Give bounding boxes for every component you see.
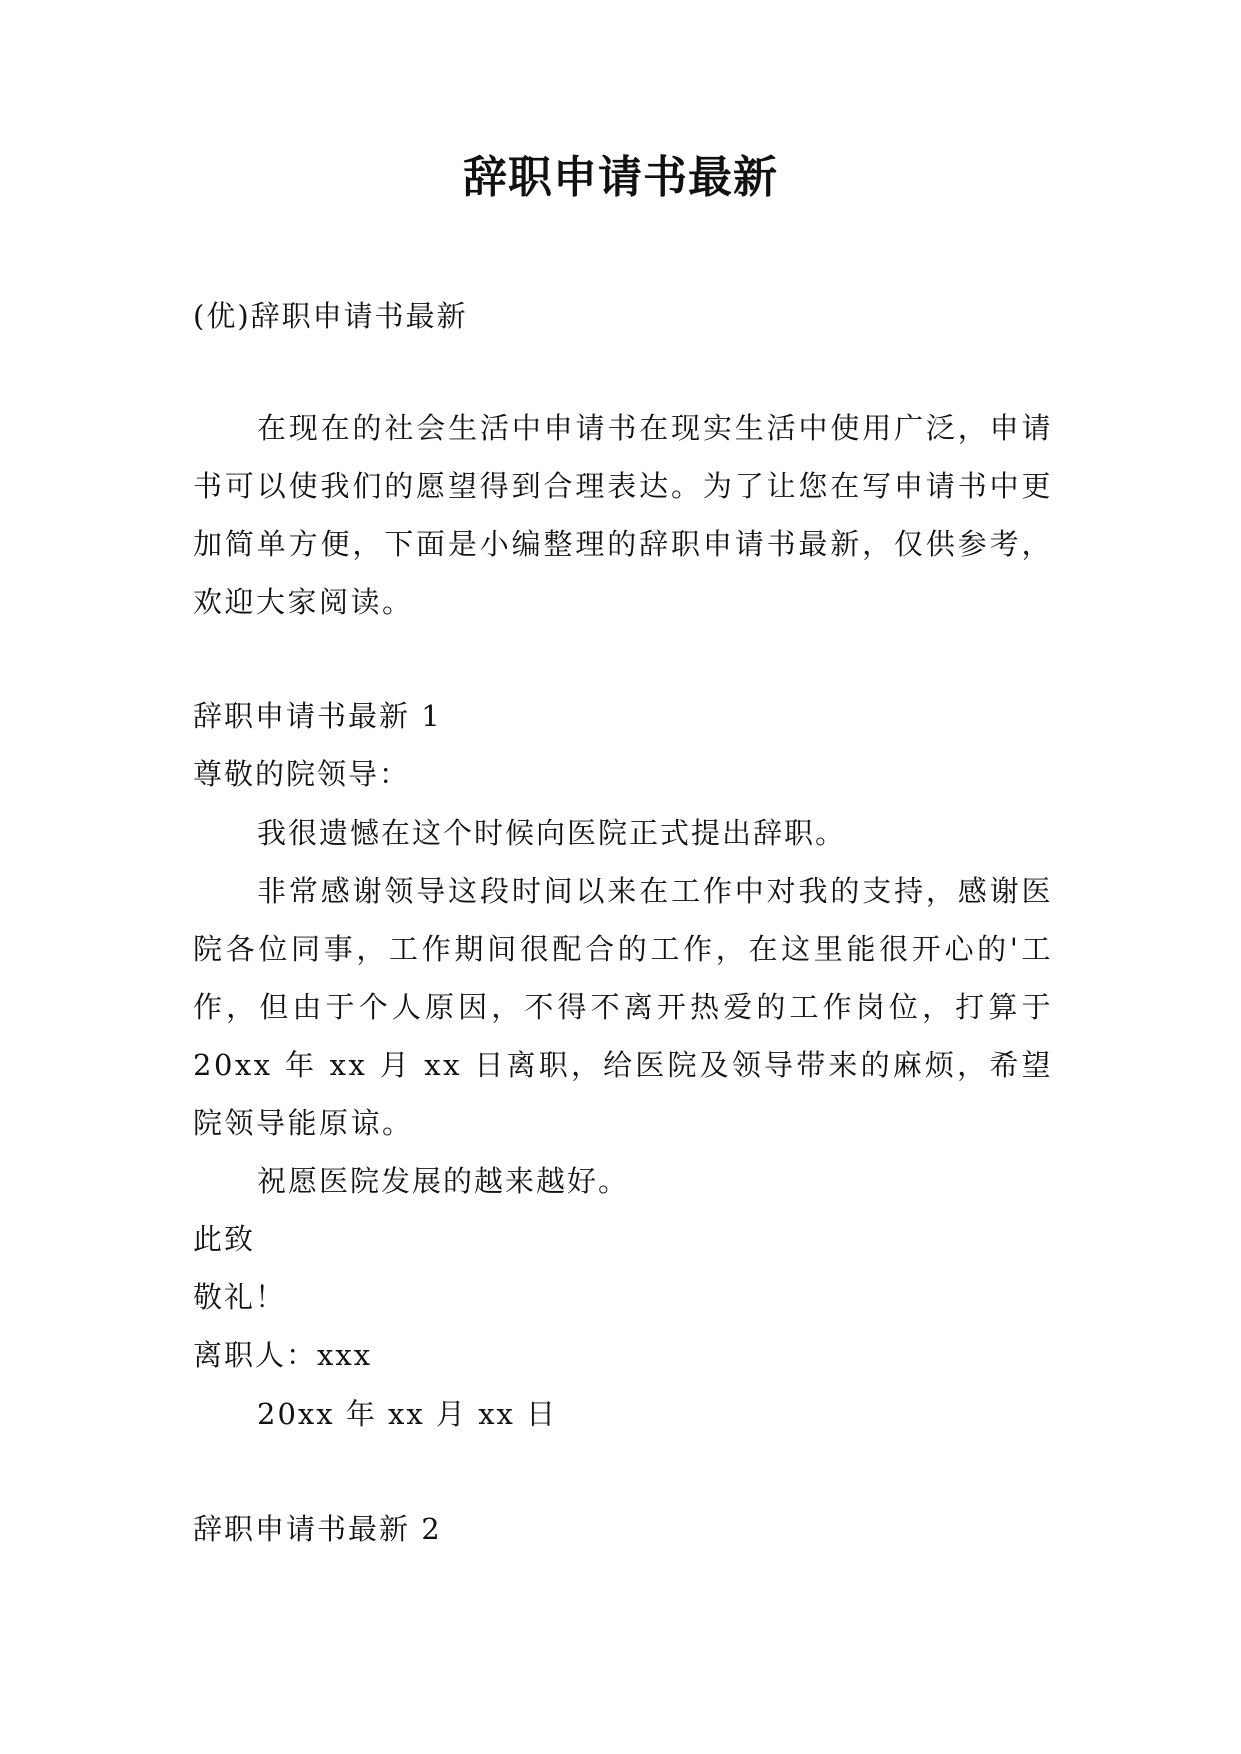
section1-paragraph-1: 我很遗憾在这个时候向医院正式提出辞职。 [257,816,847,850]
intro-paragraph: 在现在的社会生活中申请书在现实生活中使用广泛，申请书可以使我们的愿望得到合理表达。为了让您在写申请书中更加简单方便，下面是小编整理的辞职申请书最新，仅供参考，欢迎大家阅读。 [193,411,1053,619]
section2-heading: 辞职申请书最新 2 [193,1512,442,1546]
section1-paragraph-3: 祝愿医院发展的越来越好。 [257,1164,630,1198]
date-line: 20xx 年 xx 月 xx 日 [257,1397,558,1431]
section1-heading: 辞职申请书最新 1 [193,699,442,733]
document-subtitle: (优)辞职申请书最新 [193,299,468,333]
closing-line-2: 敬礼！ [193,1280,287,1314]
document-title: 辞职申请书最新 [463,152,778,203]
signature-line: 离职人：xxx [193,1338,373,1372]
section1-paragraph-2: 非常感谢领导这段时间以来在工作中对我的支持，感谢医院各位同事，工作期间很配合的工作，在这里能很开心的'工作，但由于个人原因，不得不离开热爱的工作岗位，打算于 20xx 年 xx 月 xx 日离职，给医院及领导带来的麻烦，希望院领导能原谅。 [193,874,1053,1140]
closing-line-1: 此致 [193,1222,256,1256]
salutation: 尊敬的院领导： [193,757,411,791]
